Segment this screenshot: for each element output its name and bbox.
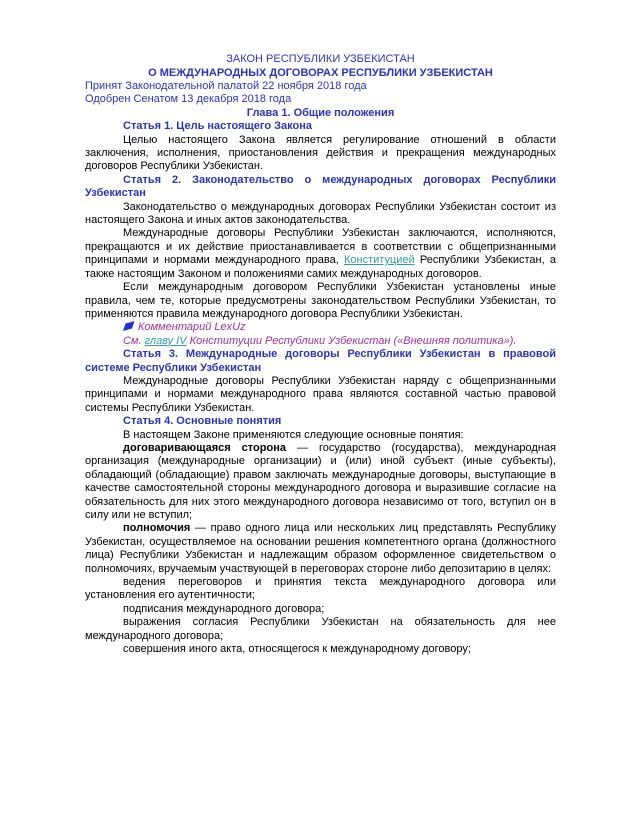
term-powers-definition: — право одного лица или нескольких лиц представлять Республику Узбекистан, осуществляемое на основании решения компетентного органа (должностного лица) Республики Узбекистан и надлежащим образом оформленное свидетельством о полномочиях, вручаемым участвующей в переговорах стороне либо депозитарию в целях: [85, 522, 556, 575]
adopted-line: Принят Законодательной палатой 22 ноября 2018 года [85, 80, 367, 92]
constitution-link[interactable]: Конституцией [344, 254, 415, 267]
law-type-title: ЗАКОН РЕСПУБЛИКИ УЗБЕКИСТАН [226, 53, 415, 65]
purpose-item-1: ведения переговоров и принятия текста международного договора или установления его аутентичности; [85, 576, 556, 602]
term-contracting-party [85, 442, 556, 522]
article-2-heading: Статья 2. Законодательство о международных договорах Республики Узбекистан [85, 173, 556, 200]
lexuz-comment-row [85, 321, 556, 334]
lexuz-see-line [85, 335, 556, 348]
see-suffix: Конституции Республики Узбекистан («Внешняя политика»). [186, 334, 517, 347]
article-1-heading: Статья 1. Цель настоящего Закона [123, 120, 312, 133]
article-4-intro: В настоящем Законе применяются следующие основные понятия: [123, 428, 464, 441]
term-powers [85, 522, 556, 576]
law-title: О МЕЖДУНАРОДНЫХ ДОГОВОРАХ РЕСПУБЛИКИ УЗБЕКИСТАН [148, 67, 493, 79]
purpose-item-4: совершения иного акта, относящегося к международному договору; [123, 643, 471, 656]
lexuz-comment-icon [123, 321, 135, 331]
chapter-iv-link[interactable]: главу IV [144, 334, 187, 347]
purpose-item-3: выражения согласия Республики Узбекистан на обязательность для нее международного договора; [85, 616, 556, 642]
purpose-item-2: подписания международного договора; [123, 602, 325, 615]
article-2-paragraph-3: Если международным договором Республики Узбекистан установлены иные правила, чем те, которые предусмотрены законодательством Республики Узбекистан, то применяются правила международного договора Республики Узбекистан. [85, 281, 556, 320]
approved-line: Одобрен Сенатом 13 декабря 2018 года [85, 93, 292, 106]
article-2-paragraph-2-text-after: Республики Узбекистан, а также настоящим Законом и положениями самих международных договоров. [85, 254, 556, 280]
article-4-heading: Статья 4. Основные понятия [123, 415, 282, 428]
term-contracting-party-definition: — государство (государства), международная организация (международные организации) и (или) иной субъект (иные субъекты), обладающий (обладающие) правом заключать международные договоры, выступающие в качестве самостоятельной стороны международного договора и выразившие согласие на обязательность для них этого международного договора независимо от того, вступил он в силу или не вступил; [85, 441, 556, 521]
see-prefix: См. [123, 334, 145, 347]
term-powers-label: полномочия [123, 522, 191, 535]
article-3-heading: Статья 3. Международные договоры Республики Узбекистан в правовой системе Республики Узбекистан [85, 348, 556, 374]
chapter-1-title: Глава 1. Общие положения [246, 106, 395, 119]
lexuz-comment-label: Комментарий LexUz [138, 321, 246, 334]
article-1-paragraph: Целью настоящего Закона является регулирование отношений в области заключения, исполнения, приостановления действия и прекращения международных договоров Республики Узбекистан. [85, 133, 556, 173]
article-3-paragraph: Международные договоры Республики Узбекистан наряду с общепризнанными принципами и нормами международного права являются составной частью правовой системы Республики Узбекистан. [85, 374, 556, 414]
term-contracting-party-label: договаривающаяся сторона [123, 441, 286, 454]
article-2-paragraph-2 [85, 227, 556, 281]
article-2-paragraph-2-text-before: Международные договоры Республики Узбекистан заключаются, исполняются, прекращаются и их действие приостанавливается в соответствии с общепризнанными принципами и нормами международного права, [85, 227, 556, 267]
article-2-paragraph-1: Законодательство о международных договорах Республики Узбекистан состоит из настоящего Закона и иных актов законодательства. [85, 200, 556, 227]
